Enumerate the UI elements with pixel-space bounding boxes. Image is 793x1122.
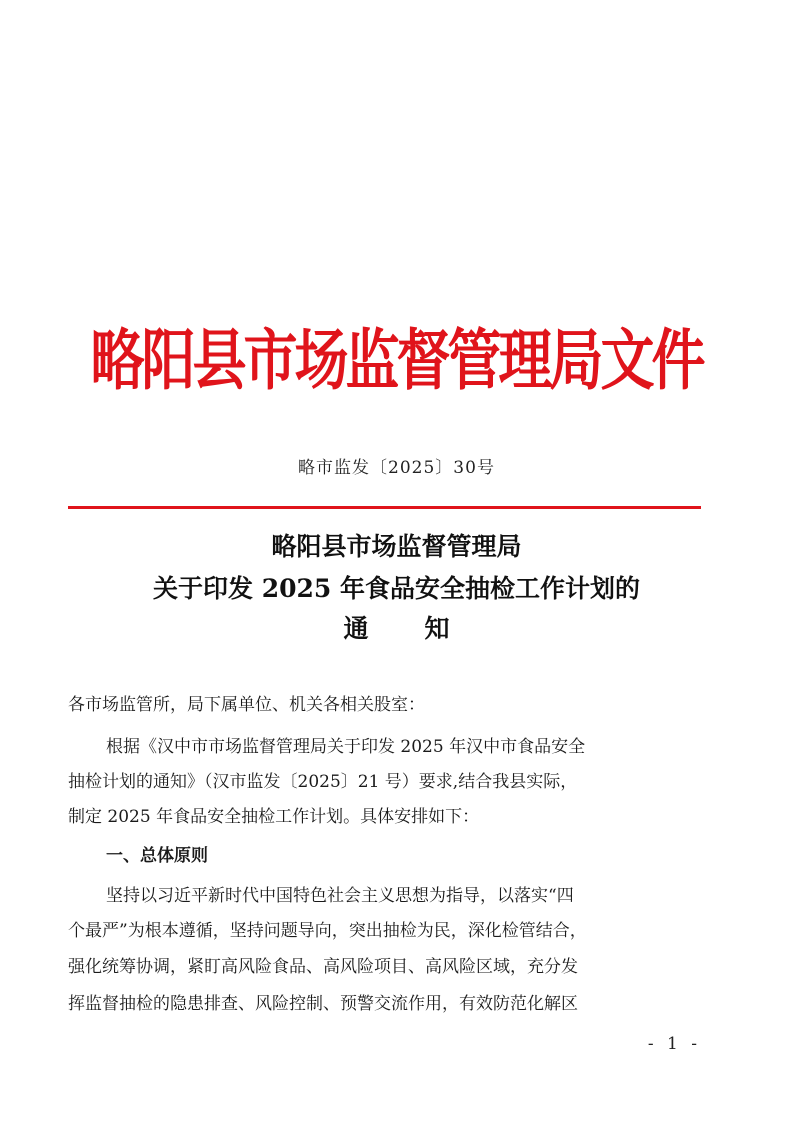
- document-masthead: 略阳县市场监督管理局文件: [90, 321, 703, 399]
- intro-line: 抽检计划的通知》（汉市监发〔2025〕21 号）要求,结合我县实际，: [68, 772, 578, 792]
- document-number: 略市监发〔2025〕30号: [298, 458, 495, 478]
- document-title-line-3: 通知: [343, 614, 506, 643]
- intro-line: 根据《汉中市市场监督管理局关于印发 2025 年汉中市食品安全: [106, 737, 586, 757]
- section-line: 坚持以习近平新时代中国特色社会主义思想为指导，以落实“四: [106, 886, 574, 906]
- page-number: - 1 -: [647, 1034, 701, 1054]
- intro-line: 制定 2025 年食品安全抽检工作计划。具体安排如下：: [68, 807, 480, 827]
- section-heading: 一、总体原则: [106, 846, 208, 866]
- document-title-line-1: 略阳县市场监督管理局: [271, 532, 522, 561]
- section-line: 个最严”为根本遵循，坚持问题导向，突出抽检为民，深化检管结合，: [68, 921, 587, 941]
- section-line: 强化统筹协调，紧盯高风险食品、高风险项目、高风险区域，充分发: [68, 957, 578, 977]
- document-title-line-2: 关于印发 2025 年食品安全抽检工作计划的: [153, 574, 640, 603]
- salutation: 各市场监管所，局下属单位、机关各相关股室：: [68, 695, 425, 715]
- section-line: 挥监督抽检的隐患排查、风险控制、预警交流作用，有效防范化解区: [68, 994, 578, 1014]
- red-divider-line: [68, 506, 701, 509]
